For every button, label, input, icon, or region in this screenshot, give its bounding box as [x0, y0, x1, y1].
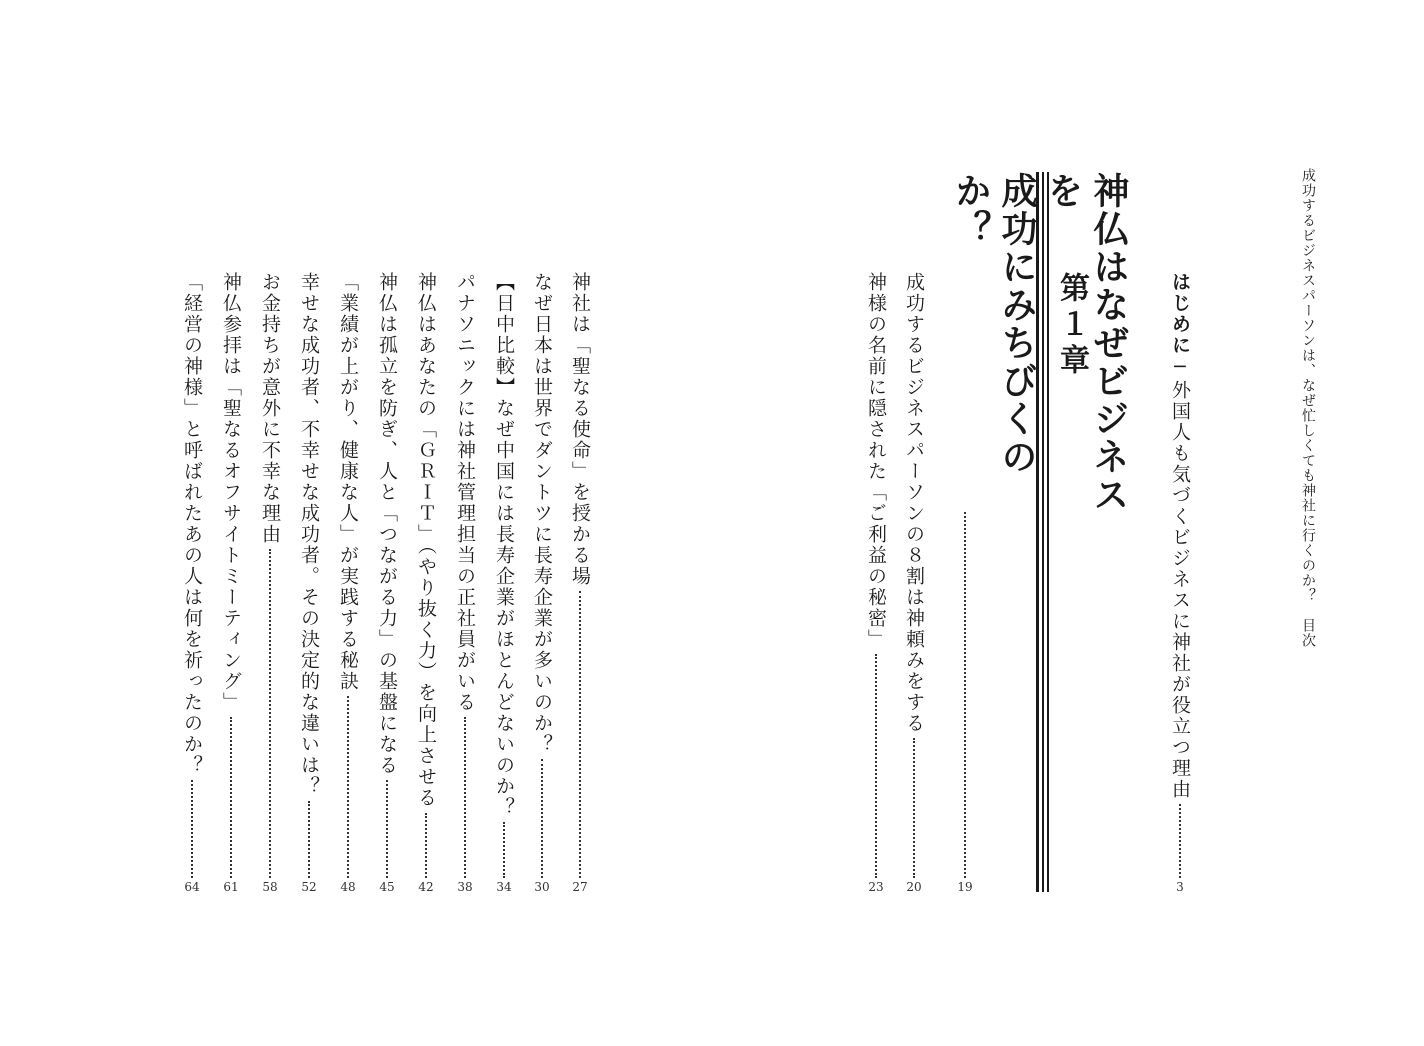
- toc-entry[interactable]: [178, 272, 206, 880]
- dot-leader: [191, 780, 193, 878]
- page-number: 58: [262, 880, 278, 894]
- dot-leader: [308, 801, 310, 878]
- running-head: 成功するビジネスパーソンは、なぜ忙しくても神社に行くのか？ 目次: [1300, 168, 1316, 648]
- toc-entry-title: 幸せな成功者、不幸せな成功者。その決定的な違いは？: [298, 272, 320, 797]
- toc-entry[interactable]: [900, 272, 928, 880]
- toc-entry-title: 神仏は孤立を防ぎ、人と「つながる力」の基盤になる: [376, 272, 398, 776]
- dot-leader: [1179, 804, 1181, 878]
- toc-entry[interactable]: [256, 272, 284, 880]
- toc-entry[interactable]: [217, 272, 245, 880]
- toc-entry-title: 神仏はあなたの「ＧＲＩＴ」（やり抜く力）を向上させる: [415, 272, 437, 809]
- intro-label: はじめに: [1169, 272, 1191, 356]
- toc-entry[interactable]: [334, 272, 362, 880]
- page-number: 27: [572, 880, 588, 894]
- page-number: 64: [184, 880, 200, 894]
- page-number: 3: [1176, 880, 1184, 894]
- chapter-title[interactable]: [947, 172, 1131, 532]
- toc-entry-title: お金持ちが意外に不幸な理由: [259, 272, 281, 545]
- page-number: 19: [957, 880, 973, 894]
- dot-leader: [875, 654, 877, 878]
- page-number: 48: [340, 880, 356, 894]
- toc-entry[interactable]: [451, 272, 479, 880]
- toc-entry-title: 神様の名前に隠された「ご利益の秘密」: [865, 272, 887, 650]
- toc-entry[interactable]: [373, 272, 401, 880]
- chapter-title-line: 神仏はなぜビジネスを: [1042, 172, 1129, 514]
- toc-entry-intro[interactable]: [1166, 272, 1194, 880]
- page-number: 52: [301, 880, 317, 894]
- page-number: 42: [418, 880, 434, 894]
- dot-leader: [425, 813, 427, 879]
- toc-entry-title: 【日中比較】なぜ中国には長寿企業がほとんどないのか？: [493, 272, 515, 818]
- toc-entry-title: [1166, 272, 1194, 800]
- page-number: 61: [223, 880, 239, 894]
- toc-entry-title: 「業績が上がり、健康な人」が実践する秘訣: [337, 272, 359, 692]
- toc-entry-title: 神仏参拝は「聖なるオフサイトミーティング」: [220, 272, 242, 713]
- dot-leader: [347, 696, 349, 878]
- dot-leader: [386, 780, 388, 878]
- dot-leader: [913, 738, 915, 878]
- toc-entry[interactable]: [412, 272, 440, 880]
- toc-entry-title: 「経営の神様」と呼ばれたあの人は何を祈ったのか？: [181, 272, 203, 776]
- toc-entry[interactable]: [295, 272, 323, 880]
- chapter-title-line: 成功にみちびくのか？: [950, 172, 1037, 476]
- page-number: 45: [379, 880, 395, 894]
- dot-leader: [464, 717, 466, 878]
- page-number: 30: [534, 880, 550, 894]
- dot-leader: [269, 549, 271, 878]
- page-number: 34: [496, 880, 512, 894]
- dot-leader: [964, 512, 966, 878]
- dot-leader: [579, 591, 581, 878]
- page-number: 23: [868, 880, 884, 894]
- toc-entry-title: 神社は「聖なる使命」を授かる場: [569, 272, 591, 587]
- page-number: 38: [457, 880, 473, 894]
- dot-leader: [230, 717, 232, 878]
- toc-entry[interactable]: [862, 272, 890, 880]
- dot-leader: [503, 822, 505, 878]
- toc-entry[interactable]: [490, 272, 518, 880]
- dot-leader: [541, 759, 543, 878]
- toc-entry[interactable]: [528, 272, 556, 880]
- intro-title: ─外国人も気づくビジネスに神社が役立つ理由: [1169, 356, 1191, 800]
- toc-entry-title: 成功するビジネスパーソンの８割は神頼みをする: [903, 272, 925, 734]
- toc-entry[interactable]: [566, 272, 594, 880]
- chapter-label: 第１章: [1054, 272, 1089, 380]
- toc-entry-title: なぜ日本は世界でダントツに長寿企業が多いのか？: [531, 272, 553, 755]
- page-number: 20: [906, 880, 922, 894]
- toc-entry-title: パナソニックには神社管理担当の正社員がいる: [454, 272, 476, 713]
